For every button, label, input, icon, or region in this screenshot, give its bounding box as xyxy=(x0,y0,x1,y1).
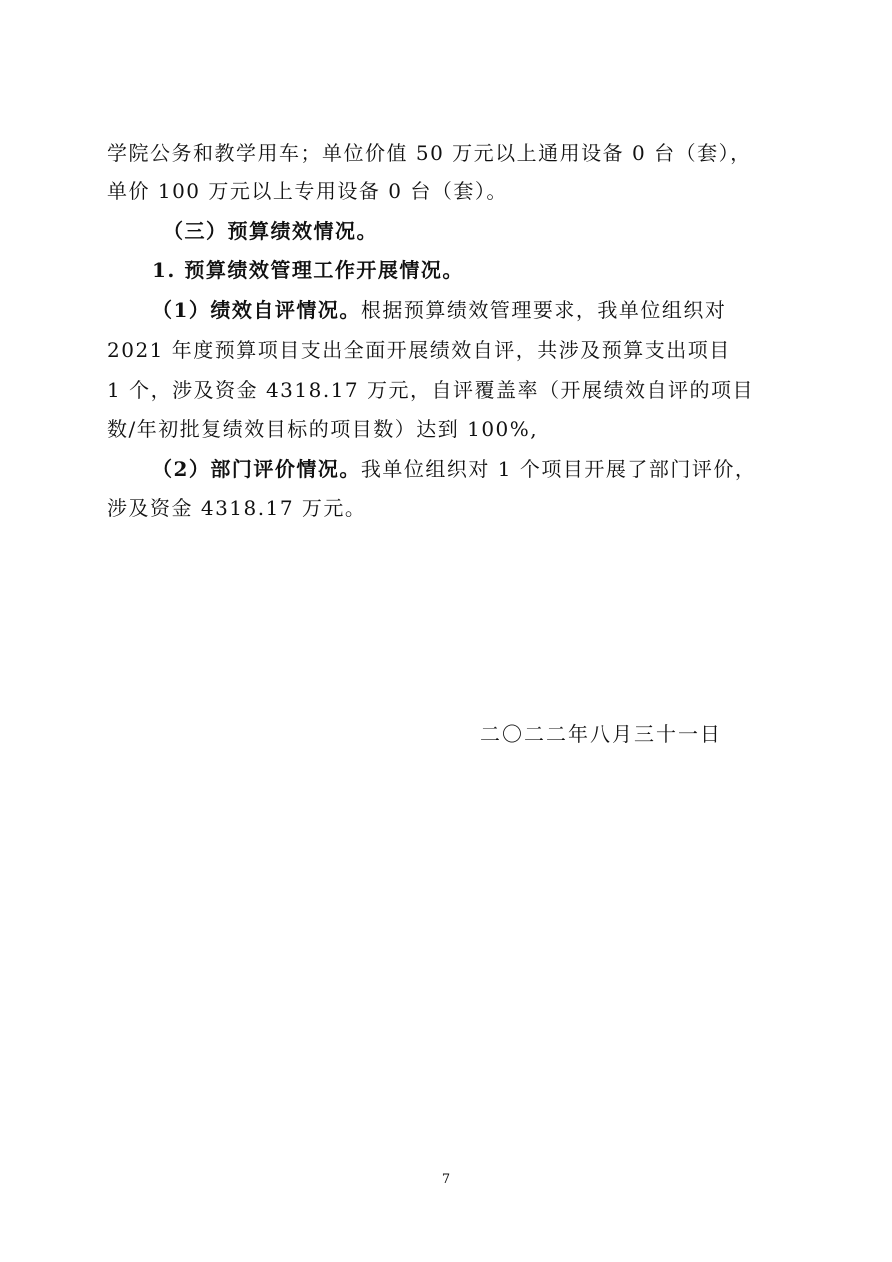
paragraph-line: 涉及资金 4318.17 万元。 xyxy=(107,496,367,520)
paragraph-text: 根据预算绩效管理要求，我单位组织对 xyxy=(360,298,727,322)
paragraph-line: 1 个，涉及资金 4318.17 万元，自评覆盖率（开展绩效自评的项目 xyxy=(107,378,755,402)
paragraph-line xyxy=(152,450,842,488)
subsection-heading: 1. 预算绩效管理工作开展情况。 xyxy=(152,258,464,282)
paragraph-line: 单价 100 万元以上专用设备 0 台（套）。 xyxy=(107,179,508,203)
document-date: 二〇二二年八月三十一日 xyxy=(480,722,722,746)
paragraph-text: 我单位组织对 1 个项目开展了部门评价， xyxy=(360,457,757,481)
paragraph-line xyxy=(152,291,842,329)
paragraph-lead: （2）部门评价情况。 xyxy=(152,457,361,481)
paragraph-lead: （1）绩效自评情况。 xyxy=(152,298,361,322)
page-number: 7 xyxy=(441,1172,451,1187)
paragraph-line: 学院公务和教学用车；单位价值 50 万元以上通用设备 0 台（套）， xyxy=(107,141,752,165)
paragraph-line: 数/年初批复绩效目标的项目数）达到 100%, xyxy=(107,417,539,441)
paragraph-line: 2021 年度预算项目支出全面开展绩效自评，共涉及预算支出项目 xyxy=(107,338,731,362)
section-heading: （三）预算绩效情况。 xyxy=(163,219,378,243)
